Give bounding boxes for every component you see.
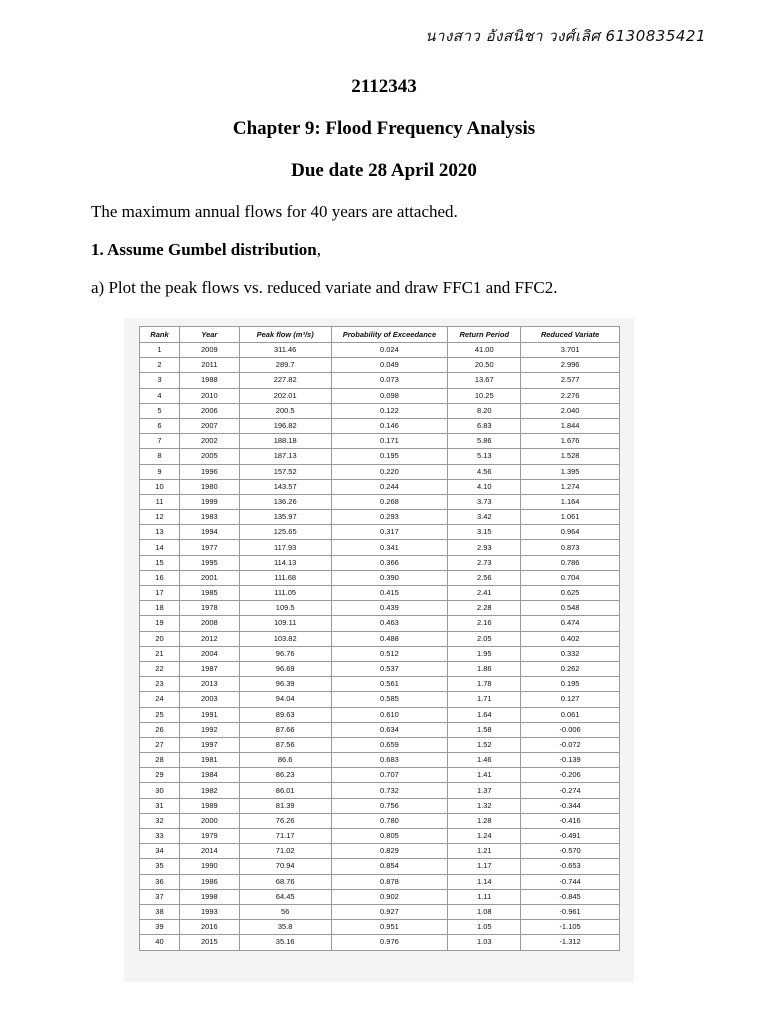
table-row [140, 631, 620, 646]
cell-reduced-variate: 2.040 [521, 403, 620, 418]
cell-year: 1992 [179, 722, 239, 737]
cell-year: 2016 [179, 920, 239, 935]
cell-rank: 31 [140, 798, 180, 813]
cell-probability: 0.537 [331, 661, 448, 676]
cell-peak-flow: 35.8 [239, 920, 331, 935]
cell-rank: 8 [140, 449, 180, 464]
cell-return-period: 2.56 [448, 570, 521, 585]
header-peak-flow: Peak flow (m³/s) [239, 327, 331, 343]
table-row [140, 525, 620, 540]
cell-rank: 25 [140, 707, 180, 722]
cell-reduced-variate: 0.061 [521, 707, 620, 722]
cell-peak-flow: 96.76 [239, 646, 331, 661]
table-row [140, 904, 620, 919]
cell-rank: 1 [140, 343, 180, 358]
cell-rank: 6 [140, 418, 180, 433]
cell-rank: 5 [140, 403, 180, 418]
cell-return-period: 3.42 [448, 510, 521, 525]
cell-year: 2000 [179, 813, 239, 828]
cell-peak-flow: 188.18 [239, 434, 331, 449]
cell-reduced-variate: 0.262 [521, 661, 620, 676]
cell-rank: 13 [140, 525, 180, 540]
cell-year: 2011 [179, 358, 239, 373]
cell-reduced-variate: -0.206 [521, 768, 620, 783]
cell-rank: 23 [140, 677, 180, 692]
cell-year: 1996 [179, 464, 239, 479]
table-row [140, 388, 620, 403]
cell-return-period: 1.95 [448, 646, 521, 661]
cell-peak-flow: 87.66 [239, 722, 331, 737]
cell-probability: 0.098 [331, 388, 448, 403]
due-date: Due date 28 April 2020 [291, 160, 477, 181]
cell-reduced-variate: 1.061 [521, 510, 620, 525]
cell-probability: 0.854 [331, 859, 448, 874]
cell-peak-flow: 89.63 [239, 707, 331, 722]
cell-year: 2001 [179, 570, 239, 585]
cell-peak-flow: 109.11 [239, 616, 331, 631]
cell-return-period: 4.10 [448, 479, 521, 494]
cell-year: 1978 [179, 601, 239, 616]
intro-text: The maximum annual flows for 40 years are attached. [91, 202, 458, 221]
cell-peak-flow: 117.93 [239, 540, 331, 555]
cell-probability: 0.341 [331, 540, 448, 555]
cell-return-period: 3.15 [448, 525, 521, 540]
cell-rank: 12 [140, 510, 180, 525]
cell-year: 2007 [179, 418, 239, 433]
cell-return-period: 1.03 [448, 935, 521, 950]
cell-reduced-variate: 2.276 [521, 388, 620, 403]
cell-reduced-variate: 0.332 [521, 646, 620, 661]
cell-return-period: 2.41 [448, 586, 521, 601]
cell-rank: 16 [140, 570, 180, 585]
cell-year: 1991 [179, 707, 239, 722]
table-row [140, 935, 620, 950]
cell-year: 2004 [179, 646, 239, 661]
cell-return-period: 1.14 [448, 874, 521, 889]
cell-peak-flow: 87.56 [239, 737, 331, 752]
cell-rank: 35 [140, 859, 180, 874]
cell-return-period: 1.41 [448, 768, 521, 783]
cell-reduced-variate: 0.873 [521, 540, 620, 555]
cell-probability: 0.512 [331, 646, 448, 661]
cell-year: 2013 [179, 677, 239, 692]
table-row [140, 859, 620, 874]
cell-probability: 0.951 [331, 920, 448, 935]
cell-rank: 32 [140, 813, 180, 828]
cell-reduced-variate: -1.312 [521, 935, 620, 950]
cell-reduced-variate: -0.845 [521, 889, 620, 904]
cell-reduced-variate: -0.072 [521, 737, 620, 752]
cell-return-period: 1.86 [448, 661, 521, 676]
cell-year: 1986 [179, 874, 239, 889]
table-row [140, 464, 620, 479]
question-1-bold: 1. Assume Gumbel distribution [91, 240, 317, 259]
cell-probability: 0.220 [331, 464, 448, 479]
cell-probability: 0.268 [331, 494, 448, 509]
cell-peak-flow: 157.52 [239, 464, 331, 479]
cell-peak-flow: 68.76 [239, 874, 331, 889]
cell-rank: 2 [140, 358, 180, 373]
cell-year: 2008 [179, 616, 239, 631]
cell-probability: 0.732 [331, 783, 448, 798]
cell-reduced-variate: -0.344 [521, 798, 620, 813]
cell-probability: 0.171 [331, 434, 448, 449]
cell-year: 1988 [179, 373, 239, 388]
cell-year: 1981 [179, 753, 239, 768]
table-row [140, 920, 620, 935]
cell-return-period: 2.05 [448, 631, 521, 646]
cell-reduced-variate: 1.844 [521, 418, 620, 433]
cell-probability: 0.390 [331, 570, 448, 585]
cell-peak-flow: 35.16 [239, 935, 331, 950]
cell-reduced-variate: -0.961 [521, 904, 620, 919]
cell-reduced-variate: -0.653 [521, 859, 620, 874]
table-row [140, 661, 620, 676]
cell-reduced-variate: 2.996 [521, 358, 620, 373]
table-row [140, 449, 620, 464]
cell-year: 1995 [179, 555, 239, 570]
cell-peak-flow: 86.6 [239, 753, 331, 768]
cell-reduced-variate: 0.704 [521, 570, 620, 585]
cell-return-period: 1.21 [448, 844, 521, 859]
cell-peak-flow: 96.69 [239, 661, 331, 676]
cell-year: 1999 [179, 494, 239, 509]
cell-rank: 10 [140, 479, 180, 494]
table-row [140, 707, 620, 722]
table-row [140, 692, 620, 707]
cell-rank: 9 [140, 464, 180, 479]
cell-return-period: 1.71 [448, 692, 521, 707]
cell-probability: 0.366 [331, 555, 448, 570]
cell-reduced-variate: 0.625 [521, 586, 620, 601]
question-1-rest: , [316, 240, 322, 259]
cell-reduced-variate: -0.274 [521, 783, 620, 798]
cell-rank: 19 [140, 616, 180, 631]
cell-year: 2010 [179, 388, 239, 403]
cell-return-period: 1.28 [448, 813, 521, 828]
cell-probability: 0.415 [331, 586, 448, 601]
cell-year: 1993 [179, 904, 239, 919]
cell-reduced-variate: 1.676 [521, 434, 620, 449]
cell-year: 1990 [179, 859, 239, 874]
cell-peak-flow: 125.65 [239, 525, 331, 540]
cell-return-period: 2.93 [448, 540, 521, 555]
cell-peak-flow: 111.68 [239, 570, 331, 585]
cell-year: 2005 [179, 449, 239, 464]
header-probability: Probability of Exceedance [331, 327, 448, 343]
cell-reduced-variate: -0.744 [521, 874, 620, 889]
cell-peak-flow: 86.01 [239, 783, 331, 798]
cell-return-period: 4.56 [448, 464, 521, 479]
cell-probability: 0.317 [331, 525, 448, 540]
cell-return-period: 3.73 [448, 494, 521, 509]
cell-return-period: 1.17 [448, 859, 521, 874]
cell-year: 2014 [179, 844, 239, 859]
cell-return-period: 8.20 [448, 403, 521, 418]
cell-return-period: 20.50 [448, 358, 521, 373]
cell-peak-flow: 56 [239, 904, 331, 919]
cell-probability: 0.707 [331, 768, 448, 783]
cell-probability: 0.805 [331, 829, 448, 844]
cell-return-period: 2.16 [448, 616, 521, 631]
cell-peak-flow: 96.39 [239, 677, 331, 692]
table-row [140, 844, 620, 859]
cell-year: 1977 [179, 540, 239, 555]
table-row [140, 434, 620, 449]
cell-rank: 18 [140, 601, 180, 616]
chapter-title: Chapter 9: Flood Frequency Analysis [232, 118, 536, 139]
cell-probability: 0.756 [331, 798, 448, 813]
cell-reduced-variate: 0.402 [521, 631, 620, 646]
cell-peak-flow: 111.05 [239, 586, 331, 601]
table-row [140, 874, 620, 889]
cell-peak-flow: 86.23 [239, 768, 331, 783]
cell-year: 1994 [179, 525, 239, 540]
cell-rank: 21 [140, 646, 180, 661]
cell-peak-flow: 71.17 [239, 829, 331, 844]
cell-peak-flow: 94.04 [239, 692, 331, 707]
handwritten-student-name: นางสาว อังสนิชา วงศ์เลิศ 6130835421 [425, 27, 706, 45]
cell-probability: 0.878 [331, 874, 448, 889]
cell-rank: 28 [140, 753, 180, 768]
table-row [140, 601, 620, 616]
cell-return-period: 1.46 [448, 753, 521, 768]
cell-year: 1982 [179, 783, 239, 798]
flow-table-image [124, 318, 634, 982]
table-row [140, 358, 620, 373]
cell-peak-flow: 196.82 [239, 418, 331, 433]
header-rank: Rank [140, 327, 180, 343]
cell-reduced-variate: 1.164 [521, 494, 620, 509]
table-row [140, 646, 620, 661]
cell-rank: 17 [140, 586, 180, 601]
table-row [140, 722, 620, 737]
cell-peak-flow: 76.26 [239, 813, 331, 828]
cell-return-period: 1.52 [448, 737, 521, 752]
part-a-text: a) Plot the peak flows vs. reduced variate and draw FFC1 and FFC2. [91, 278, 558, 297]
cell-probability: 0.585 [331, 692, 448, 707]
cell-rank: 34 [140, 844, 180, 859]
cell-peak-flow: 135.97 [239, 510, 331, 525]
cell-rank: 11 [140, 494, 180, 509]
cell-rank: 4 [140, 388, 180, 403]
cell-probability: 0.927 [331, 904, 448, 919]
table-row [140, 798, 620, 813]
cell-rank: 26 [140, 722, 180, 737]
cell-rank: 22 [140, 661, 180, 676]
cell-peak-flow: 227.82 [239, 373, 331, 388]
cell-year: 2003 [179, 692, 239, 707]
table-row [140, 829, 620, 844]
cell-probability: 0.195 [331, 449, 448, 464]
cell-return-period: 1.58 [448, 722, 521, 737]
cell-year: 2006 [179, 403, 239, 418]
cell-year: 1983 [179, 510, 239, 525]
cell-rank: 15 [140, 555, 180, 570]
table-header-row [140, 327, 620, 343]
table-row [140, 677, 620, 692]
cell-peak-flow: 289.7 [239, 358, 331, 373]
cell-peak-flow: 109.5 [239, 601, 331, 616]
cell-reduced-variate: -0.139 [521, 753, 620, 768]
table-row [140, 479, 620, 494]
cell-return-period: 5.86 [448, 434, 521, 449]
cell-reduced-variate: 0.786 [521, 555, 620, 570]
cell-return-period: 10.25 [448, 388, 521, 403]
cell-rank: 38 [140, 904, 180, 919]
cell-return-period: 2.73 [448, 555, 521, 570]
cell-year: 1997 [179, 737, 239, 752]
cell-rank: 37 [140, 889, 180, 904]
table-row [140, 510, 620, 525]
cell-reduced-variate: 0.195 [521, 677, 620, 692]
cell-year: 1979 [179, 829, 239, 844]
cell-rank: 20 [140, 631, 180, 646]
cell-probability: 0.659 [331, 737, 448, 752]
cell-probability: 0.073 [331, 373, 448, 388]
cell-probability: 0.634 [331, 722, 448, 737]
cell-rank: 14 [140, 540, 180, 555]
cell-reduced-variate: -1.105 [521, 920, 620, 935]
cell-reduced-variate: 0.964 [521, 525, 620, 540]
table-row [140, 753, 620, 768]
table-row [140, 737, 620, 752]
table-row [140, 418, 620, 433]
cell-rank: 29 [140, 768, 180, 783]
cell-reduced-variate: -0.006 [521, 722, 620, 737]
cell-probability: 0.561 [331, 677, 448, 692]
cell-probability: 0.024 [331, 343, 448, 358]
cell-peak-flow: 114.13 [239, 555, 331, 570]
table-row [140, 616, 620, 631]
cell-peak-flow: 64.45 [239, 889, 331, 904]
cell-peak-flow: 200.5 [239, 403, 331, 418]
question-1 [91, 240, 321, 260]
cell-probability: 0.244 [331, 479, 448, 494]
table-row [140, 343, 620, 358]
table-row [140, 555, 620, 570]
cell-year: 1989 [179, 798, 239, 813]
table-row [140, 570, 620, 585]
cell-return-period: 2.28 [448, 601, 521, 616]
cell-peak-flow: 71.02 [239, 844, 331, 859]
cell-year: 2009 [179, 343, 239, 358]
cell-rank: 3 [140, 373, 180, 388]
cell-probability: 0.293 [331, 510, 448, 525]
cell-reduced-variate: -0.491 [521, 829, 620, 844]
table-row [140, 768, 620, 783]
cell-peak-flow: 187.13 [239, 449, 331, 464]
cell-year: 2002 [179, 434, 239, 449]
cell-probability: 0.976 [331, 935, 448, 950]
cell-peak-flow: 136.26 [239, 494, 331, 509]
table-row [140, 813, 620, 828]
cell-year: 1980 [179, 479, 239, 494]
cell-reduced-variate: 1.528 [521, 449, 620, 464]
cell-rank: 40 [140, 935, 180, 950]
table-body [140, 343, 620, 951]
cell-return-period: 41.00 [448, 343, 521, 358]
cell-peak-flow: 143.57 [239, 479, 331, 494]
cell-reduced-variate: -0.570 [521, 844, 620, 859]
cell-probability: 0.488 [331, 631, 448, 646]
cell-year: 2015 [179, 935, 239, 950]
cell-year: 1984 [179, 768, 239, 783]
table-row [140, 586, 620, 601]
cell-probability: 0.146 [331, 418, 448, 433]
table-row [140, 494, 620, 509]
cell-reduced-variate: 1.274 [521, 479, 620, 494]
cell-probability: 0.463 [331, 616, 448, 631]
header-return-period: Return Period [448, 327, 521, 343]
cell-return-period: 1.11 [448, 889, 521, 904]
cell-return-period: 1.08 [448, 904, 521, 919]
cell-rank: 24 [140, 692, 180, 707]
cell-return-period: 1.64 [448, 707, 521, 722]
cell-probability: 0.902 [331, 889, 448, 904]
cell-rank: 39 [140, 920, 180, 935]
cell-reduced-variate: 0.474 [521, 616, 620, 631]
cell-return-period: 13.67 [448, 373, 521, 388]
cell-return-period: 1.37 [448, 783, 521, 798]
cell-rank: 30 [140, 783, 180, 798]
header-year: Year [179, 327, 239, 343]
cell-rank: 7 [140, 434, 180, 449]
table-row [140, 403, 620, 418]
table-row [140, 540, 620, 555]
cell-return-period: 5.13 [448, 449, 521, 464]
cell-reduced-variate: -0.416 [521, 813, 620, 828]
cell-return-period: 1.05 [448, 920, 521, 935]
cell-reduced-variate: 1.395 [521, 464, 620, 479]
cell-rank: 33 [140, 829, 180, 844]
header-reduced-variate: Reduced Variate [521, 327, 620, 343]
cell-return-period: 1.78 [448, 677, 521, 692]
table-row [140, 783, 620, 798]
cell-return-period: 1.32 [448, 798, 521, 813]
cell-return-period: 6.83 [448, 418, 521, 433]
cell-year: 2012 [179, 631, 239, 646]
cell-year: 1985 [179, 586, 239, 601]
flow-table [139, 326, 620, 951]
cell-peak-flow: 311.46 [239, 343, 331, 358]
cell-peak-flow: 70.94 [239, 859, 331, 874]
cell-peak-flow: 202.01 [239, 388, 331, 403]
cell-probability: 0.829 [331, 844, 448, 859]
cell-probability: 0.122 [331, 403, 448, 418]
course-code: 2112343 [351, 76, 417, 97]
cell-probability: 0.780 [331, 813, 448, 828]
cell-return-period: 1.24 [448, 829, 521, 844]
cell-peak-flow: 103.82 [239, 631, 331, 646]
cell-reduced-variate: 0.127 [521, 692, 620, 707]
cell-probability: 0.610 [331, 707, 448, 722]
cell-reduced-variate: 3.701 [521, 343, 620, 358]
table-row [140, 373, 620, 388]
cell-probability: 0.049 [331, 358, 448, 373]
table-row [140, 889, 620, 904]
cell-year: 1987 [179, 661, 239, 676]
cell-probability: 0.683 [331, 753, 448, 768]
cell-reduced-variate: 2.577 [521, 373, 620, 388]
cell-rank: 27 [140, 737, 180, 752]
cell-year: 1998 [179, 889, 239, 904]
cell-reduced-variate: 0.548 [521, 601, 620, 616]
cell-rank: 36 [140, 874, 180, 889]
cell-peak-flow: 81.39 [239, 798, 331, 813]
cell-probability: 0.439 [331, 601, 448, 616]
